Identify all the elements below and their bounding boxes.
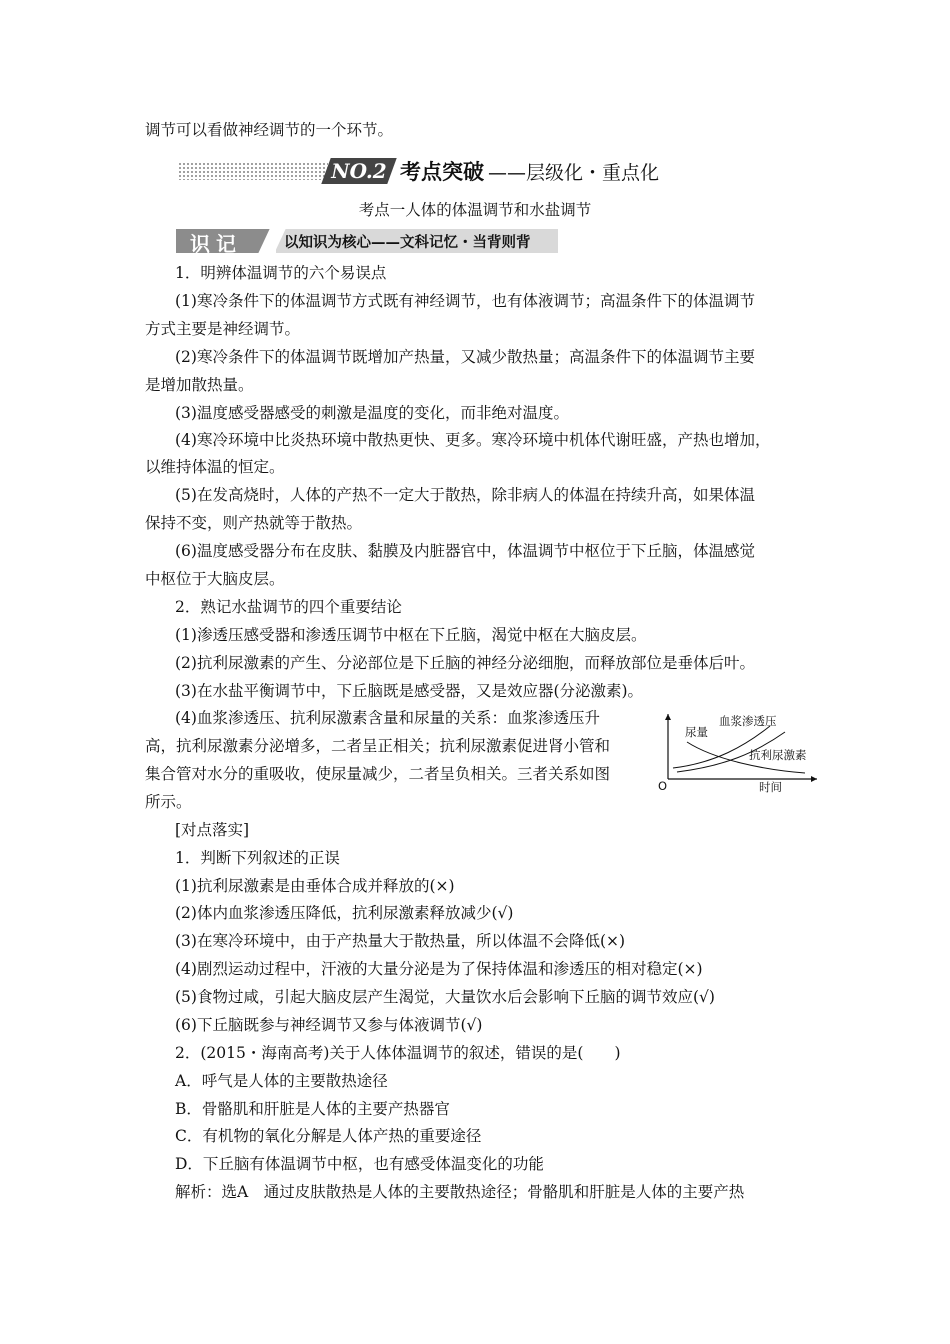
para-line: (2)寒冷条件下的体温调节既增加产热量，又减少散热量；高温条件下的体温调节主要	[175, 348, 755, 366]
x-axis-label: 时间	[759, 780, 782, 794]
label-adh: 抗利尿激素	[749, 748, 807, 762]
statement: (2)体内血浆渗透压降低，抗利尿激素释放减少(√)	[175, 904, 514, 922]
dotted-decoration	[178, 162, 328, 180]
para-line: 以维持体温的恒定。	[145, 458, 285, 476]
para-line: 是增加散热量。	[145, 376, 254, 394]
option-c: C．有机物的氧化分解是人体产热的重要途径	[175, 1127, 482, 1145]
shiji-bar	[176, 229, 558, 256]
para-line: (6)温度感受器分布在皮肤、黏膜及内脏器官中，体温调节中枢位于下丘脑，体温感觉	[175, 542, 755, 560]
heading-2: 2．熟记水盐调节的四个重要结论	[175, 598, 402, 616]
question-2: 2．(2015・海南高考)关于人体体温调节的叙述，错误的是( )	[175, 1044, 621, 1062]
shiji-tag: 识记	[176, 229, 274, 253]
para-line: (5)在发高烧时，人体的产热不一定大于散热，除非病人的体温在持续升高，如果体温	[175, 486, 755, 504]
y-axis-arrow	[665, 714, 671, 720]
heading-1: 1．明辨体温调节的六个易误点	[175, 264, 387, 282]
statement: (5)食物过咸，引起大脑皮层产生渴觉，大量饮水后会影响下丘脑的调节效应(√)	[175, 988, 715, 1006]
para-line: (3)在水盐平衡调节中，下丘脑既是感受器，又是效应器(分泌激素)。	[175, 682, 644, 700]
question-1: 1．判断下列叙述的正误	[175, 849, 340, 867]
section-banner	[178, 154, 683, 190]
banner-title: 考点突破	[400, 160, 484, 184]
para-line: 方式主要是神经调节。	[145, 320, 301, 338]
para-line: 高，抗利尿激素分泌增多，二者呈正相关；抗利尿激素促进肾小管和	[145, 737, 611, 755]
para-line: (2)抗利尿激素的产生、分泌部位是下丘脑的神经分泌细胞，而释放部位是垂体后叶。	[175, 654, 755, 672]
label-urine: 尿量	[685, 725, 708, 739]
statement: (3)在寒冷环境中，由于产热量大于散热量，所以体温不会降低(×)	[175, 932, 626, 950]
para-line: (4)寒冷环境中比炎热环境中散热更快、更多。寒冷环境中机体代谢旺盛，产热也增加，	[175, 431, 771, 449]
option-a: A．呼气是人体的主要散热途径	[175, 1072, 388, 1090]
statement: (6)下丘脑既参与神经调节又参与体液调节(√)	[175, 1016, 483, 1034]
option-d: D．下丘脑有体温调节中枢，也有感受体温变化的功能	[175, 1155, 544, 1173]
x-axis-arrow	[811, 776, 817, 782]
para-line: (3)温度感受器感受的刺激是温度的变化，而非绝对温度。	[175, 404, 569, 422]
para-line: (4)血浆渗透压、抗利尿激素含量和尿量的关系：血浆渗透压升	[175, 709, 600, 727]
analysis: 解析：选A 通过皮肤散热是人体的主要散热途径；骨骼肌和肝脏是人体的主要产热	[175, 1183, 745, 1201]
section-title: 考点一人体的体温调节和水盐调节	[358, 201, 592, 219]
label-plasma: 血浆渗透压	[719, 714, 777, 728]
relationship-figure	[655, 708, 825, 794]
badge: NO.2	[321, 158, 396, 184]
origin-label: O	[658, 779, 668, 793]
para-line: 中枢位于大脑皮层。	[145, 570, 285, 588]
para-line: (1)寒冷条件下的体温调节方式既有神经调节，也有体液调节；高温条件下的体温调节	[175, 292, 755, 310]
top-line: 调节可以看做神经调节的一个环节。	[145, 121, 394, 139]
para-line: 集合管对水分的重吸收，使尿量减少，二者呈负相关。三者关系如图	[145, 765, 611, 783]
para-line: 保持不变，则产热就等于散热。	[145, 514, 363, 532]
para-line: (1)渗透压感受器和渗透压调节中枢在下丘脑，渴觉中枢在大脑皮层。	[175, 626, 647, 644]
banner-subtitle: ——层级化・重点化	[488, 162, 660, 184]
option-b: B．骨骼肌和肝脏是人体的主要产热器官	[175, 1100, 450, 1118]
section-label: [对点落实]	[175, 821, 250, 839]
shiji-text-box: 以知识为核心——文科记忆・当背则背	[276, 229, 558, 253]
para-line: 所示。	[145, 793, 192, 811]
statement: (1)抗利尿激素是由垂体合成并释放的(×)	[175, 877, 455, 895]
statement: (4)剧烈运动过程中，汗液的大量分泌是为了保持体温和渗透压的相对稳定(×)	[175, 960, 703, 978]
